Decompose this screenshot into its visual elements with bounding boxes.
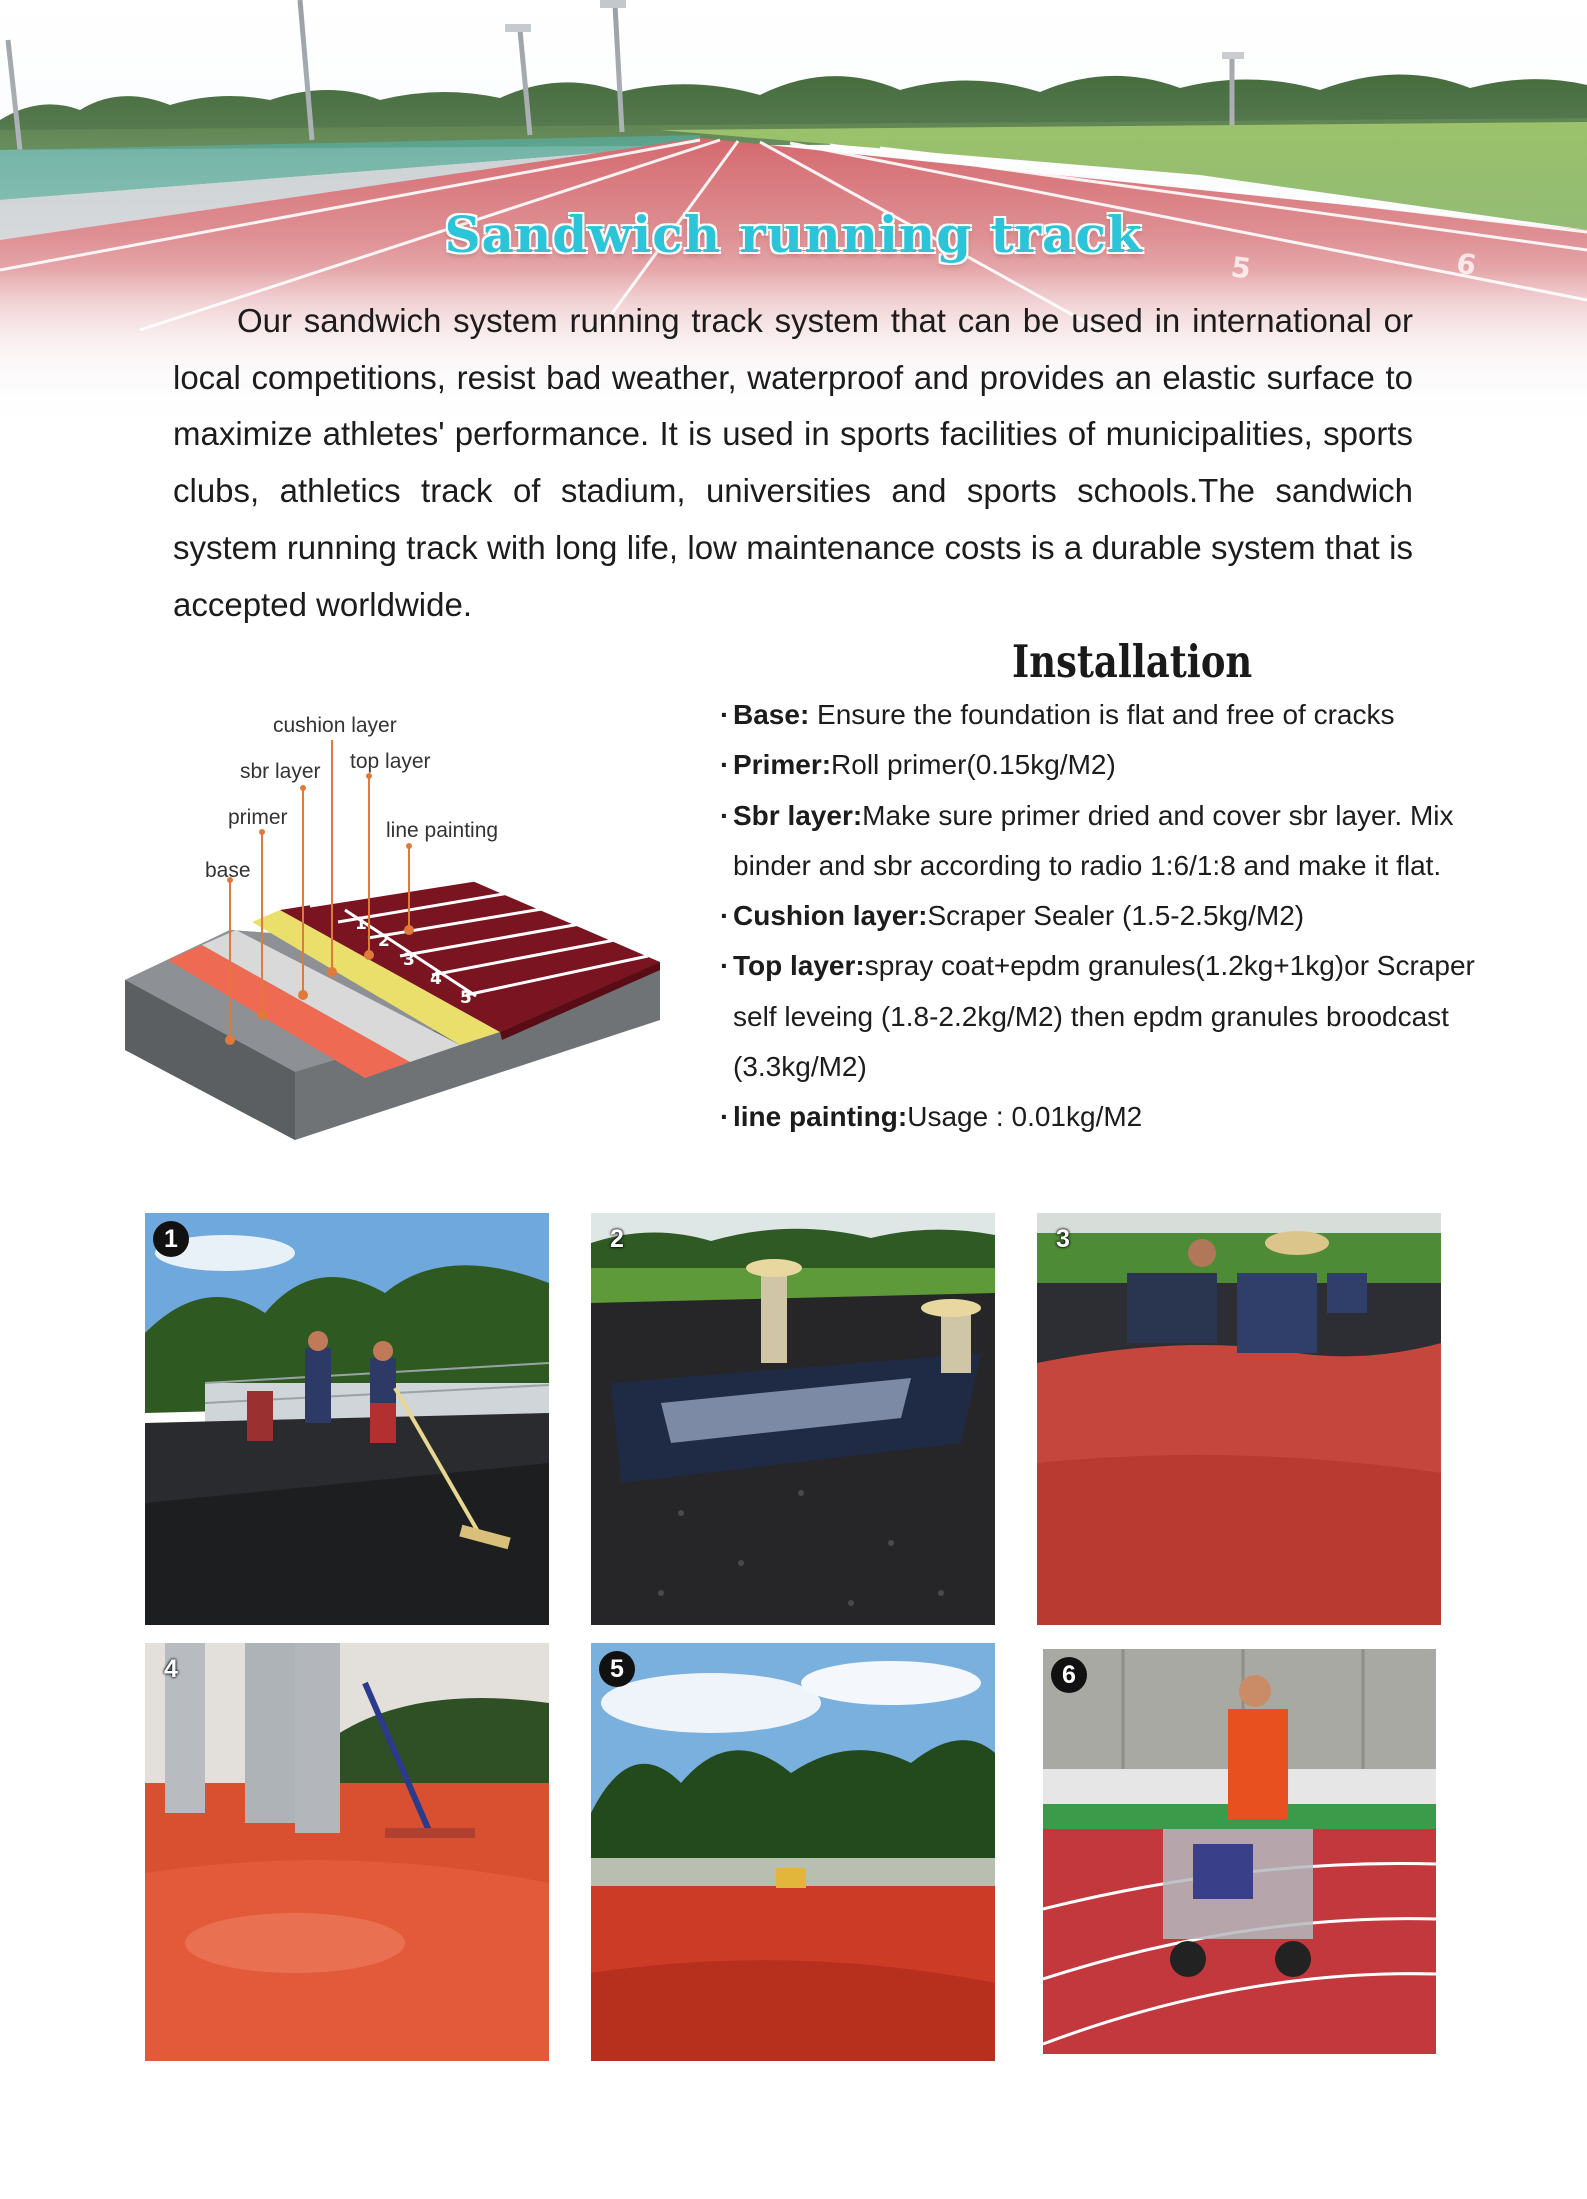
photo-number-badge: 4 [164,1655,178,1683]
photo-6-line-painting [1043,1649,1436,2054]
diagram-lane-number: 5 [460,988,472,1008]
photo-3-cushion-layer [1037,1213,1441,1625]
photo-number-badge: 2 [610,1225,624,1253]
label-top-layer: top layer [350,750,431,773]
photo-number-badge: 1 [153,1221,189,1257]
installation-steps [720,690,1480,1143]
photo-number-badge: 6 [1051,1657,1087,1693]
step-base: · Base: Ensure the foundation is flat and free of cracks [720,690,1480,740]
diagram-lane-number: 3 [403,950,415,970]
diagram-lane-number: 2 [378,931,390,951]
label-base: base [205,859,251,882]
step-sbr-layer: · Sbr layer:Make sure primer dried and cover sbr layer. Mix binder and sbr according to radio 1:6/1:8 and make it flat. [720,791,1480,892]
photo-5-finished-surface [591,1643,995,2061]
intro-paragraph: Our sandwich system running track system that can be used in international or local competitions, resist bad weather, waterproof and provides an elastic surface to maximize athletes' performance. It is used in sports facilities of municipalities, sports clubs, athletics track of stadium, universities and sports schools.The sandwich system running track with long life, low maintenance costs is a durable system that is accepted worldwide. [173,302,1413,623]
photo-1-primer [145,1213,549,1625]
step-line-painting: · line painting:Usage : 0.01kg/M2 [720,1092,1480,1142]
photo-number-badge: 5 [599,1651,635,1687]
step-primer: · Primer:Roll primer(0.15kg/M2) [720,740,1480,790]
label-cushion-layer: cushion layer [273,714,397,737]
step-cushion-layer: · Cushion layer:Scraper Sealer (1.5-2.5kg/M2) [720,891,1480,941]
installation-heading: Installation [1012,635,1253,688]
label-line-painting: line painting [386,819,499,842]
label-primer: primer [228,806,288,829]
page-title: Sandwich running track [444,205,1143,264]
label-sbr-layer: sbr layer [240,760,321,783]
photo-4-top-layer-scraping [145,1643,549,2061]
photo-2-sbr-paving [591,1213,995,1625]
diagram-lane-number: 4 [430,969,442,989]
track-layer-diagram [110,700,670,1150]
photo-number-badge: 3 [1056,1225,1070,1253]
step-top-layer: · Top layer:spray coat+epdm granules(1.2kg+1kg)or Scraper self leveing (1.8-2.2kg/M2) then epdm granules broodcast (3.3kg/M2) [720,941,1480,1092]
diagram-lane-number: 1 [355,914,367,934]
